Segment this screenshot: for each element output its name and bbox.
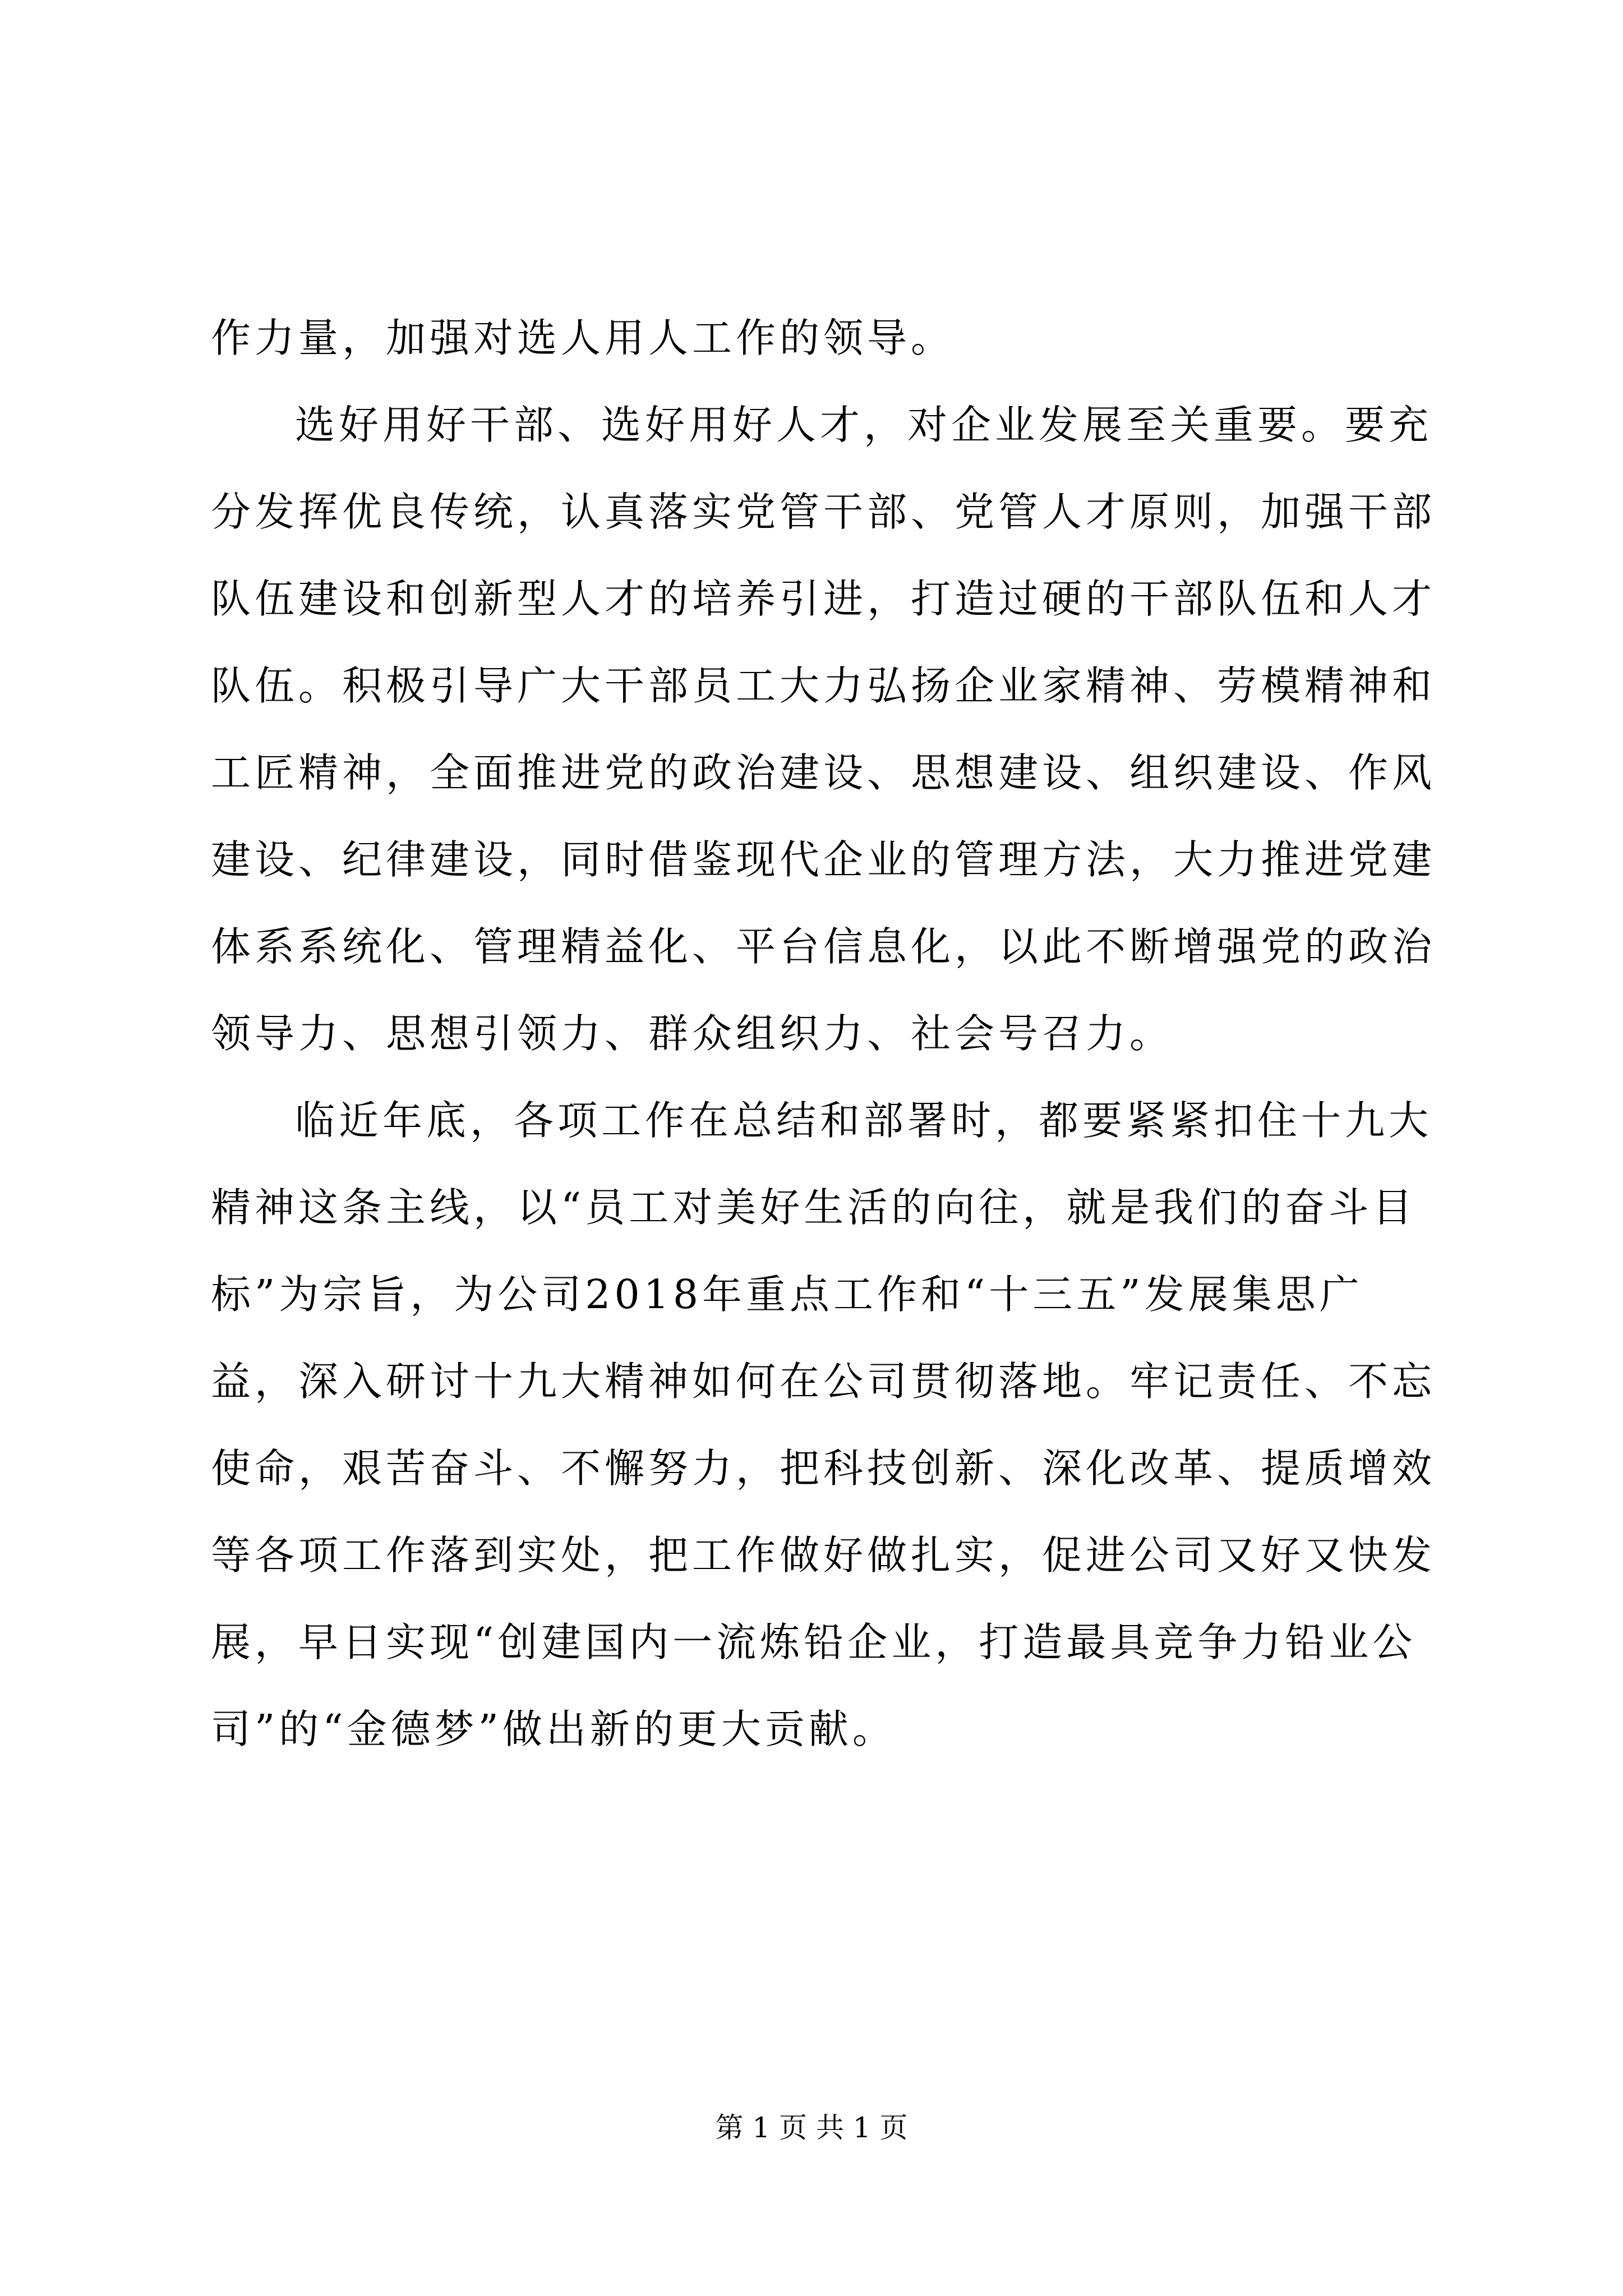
paragraph-line: 建设、纪律建设，同时借鉴现代企业的管理方法，大力推进党建 bbox=[211, 836, 1436, 883]
page-number: 第 1 页 共 1 页 bbox=[715, 2111, 908, 2144]
paragraph-line: 临近年底，各项工作在总结和部署时，都要紧紧扣住十九大 bbox=[295, 1097, 1433, 1144]
paragraph-line: 使命，艰苦奋斗、不懈努力，把科技创新、深化改革、提质增效 bbox=[211, 1445, 1436, 1492]
paragraph-line: 体系系统化、管理精益化、平台信息化，以此不断增强党的政治 bbox=[211, 923, 1436, 970]
paragraph-line: 领导力、思想引领力、群众组织力、社会号召力。 bbox=[211, 1010, 1174, 1057]
page-footer bbox=[0, 2111, 1623, 2144]
paragraph-line: 等各项工作落到实处，把工作做好做扎实，促进公司又好又快发 bbox=[211, 1532, 1436, 1579]
paragraph-line: 队伍。积极引导广大干部员工大力弘扬企业家精神、劳模精神和 bbox=[211, 662, 1436, 709]
paragraph-line: 标”为宗旨，为公司2018年重点工作和“十三五”发展集思广 bbox=[211, 1271, 1363, 1318]
paragraph-line: 队伍建设和创新型人才的培养引进，打造过硬的干部队伍和人才 bbox=[211, 576, 1436, 622]
paragraph-line: 司”的“金德梦”做出新的更大贡献。 bbox=[211, 1706, 896, 1752]
paragraph-line: 益，深入研讨十九大精神如何在公司贯彻落地。牢记责任、不忘 bbox=[211, 1358, 1436, 1405]
paragraph-line: 选好用好干部、选好用好人才，对企业发展至关重要。要充 bbox=[295, 402, 1433, 448]
paragraph-line: 分发挥优良传统，认真落实党管干部、党管人才原则，加强干部 bbox=[211, 489, 1436, 535]
paragraph-line: 展，早日实现“创建国内一流炼铅企业，打造最具竞争力铅业公 bbox=[211, 1619, 1417, 1665]
paragraph-line: 工匠精神，全面推进党的政治建设、思想建设、组织建设、作风 bbox=[211, 749, 1436, 796]
paragraph-line: 精神这条主线，以“员工对美好生活的向往，就是我们的奋斗目 bbox=[211, 1184, 1417, 1231]
paragraph-line: 作力量，加强对选人用人工作的领导。 bbox=[211, 315, 955, 361]
